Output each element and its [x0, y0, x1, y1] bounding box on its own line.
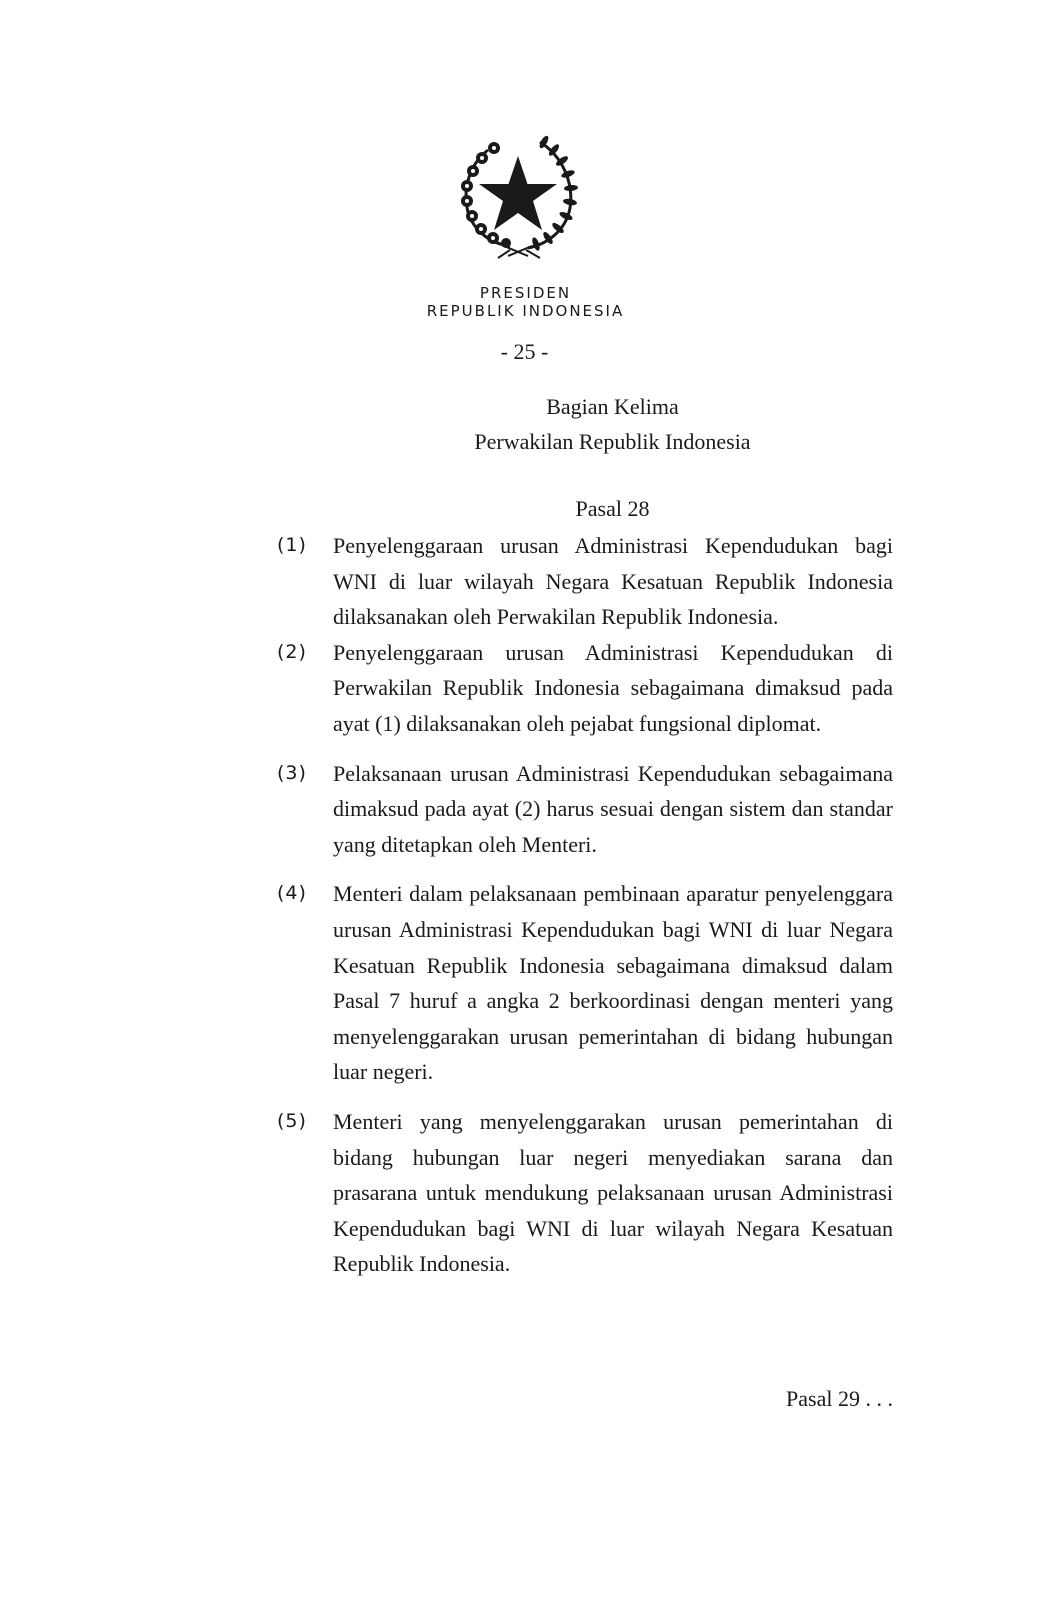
- catchword-next-page: Pasal 29 . . .: [786, 1386, 893, 1411]
- paragraph-3: [277, 756, 893, 863]
- paragraph-4: [277, 876, 893, 1090]
- paragraph-text: Penyelenggaraan urusan Administrasi Kependudukan di Perwakilan Republik Indonesia sebagaimana dimaksud pada ayat (1) dilaksanakan oleh pejabat fungsional diplomat.: [333, 639, 893, 736]
- paragraph-number: (5): [277, 1109, 307, 1132]
- presidential-emblem-icon: [448, 128, 588, 262]
- paragraph-1: [277, 528, 893, 635]
- paragraph-5: [277, 1104, 893, 1282]
- article-body: [0, 528, 1041, 1282]
- page-number: - 25 -: [500, 339, 549, 364]
- header-republic: REPUBLIK INDONESIA: [426, 302, 625, 320]
- paragraph-text: Penyelenggaraan urusan Administrasi Kependudukan bagi WNI di luar wilayah Negara Kesatuan Republik Indonesia dilaksanakan oleh Perwakilan Republik Indonesia.: [333, 533, 893, 630]
- paragraph-text: Menteri dalam pelaksanaan pembinaan aparatur penyelenggara urusan Administrasi Kependudukan bagi WNI di luar Negara Kesatuan Republik Indonesia sebagaimana dimaksud dalam Pasal 7 huruf a angka 2 berkoordinasi dengan menteri yang menyelenggarakan urusan pemerintahan di bidang hubungan luar negeri.: [333, 881, 893, 1085]
- paragraph-2: [277, 635, 893, 742]
- section-title: Perwakilan Republik Indonesia: [474, 429, 751, 454]
- paragraph-number: (4): [277, 882, 307, 905]
- article-title: Pasal 28: [575, 496, 650, 521]
- paragraph-text: Pelaksanaan urusan Administrasi Kependudukan sebagaimana dimaksud pada ayat (2) harus sesuai dengan sistem dan standar yang ditetapkan oleh Menteri.: [333, 760, 893, 857]
- section-label: Bagian Kelima: [546, 394, 679, 419]
- paragraph-number: (3): [277, 761, 307, 784]
- paragraph-number: (1): [277, 534, 307, 556]
- header-president: PRESIDEN: [479, 284, 572, 302]
- paragraph-text: Menteri yang menyelenggarakan urusan pemerintahan di bidang hubungan luar negeri menyediakan sarana dan prasarana untuk mendukung pelaksanaan urusan Administrasi Kependudukan bagi WNI di luar wilayah Negara Kesatuan Republik Indonesia.: [333, 1108, 893, 1277]
- paragraph-number: (2): [277, 640, 307, 663]
